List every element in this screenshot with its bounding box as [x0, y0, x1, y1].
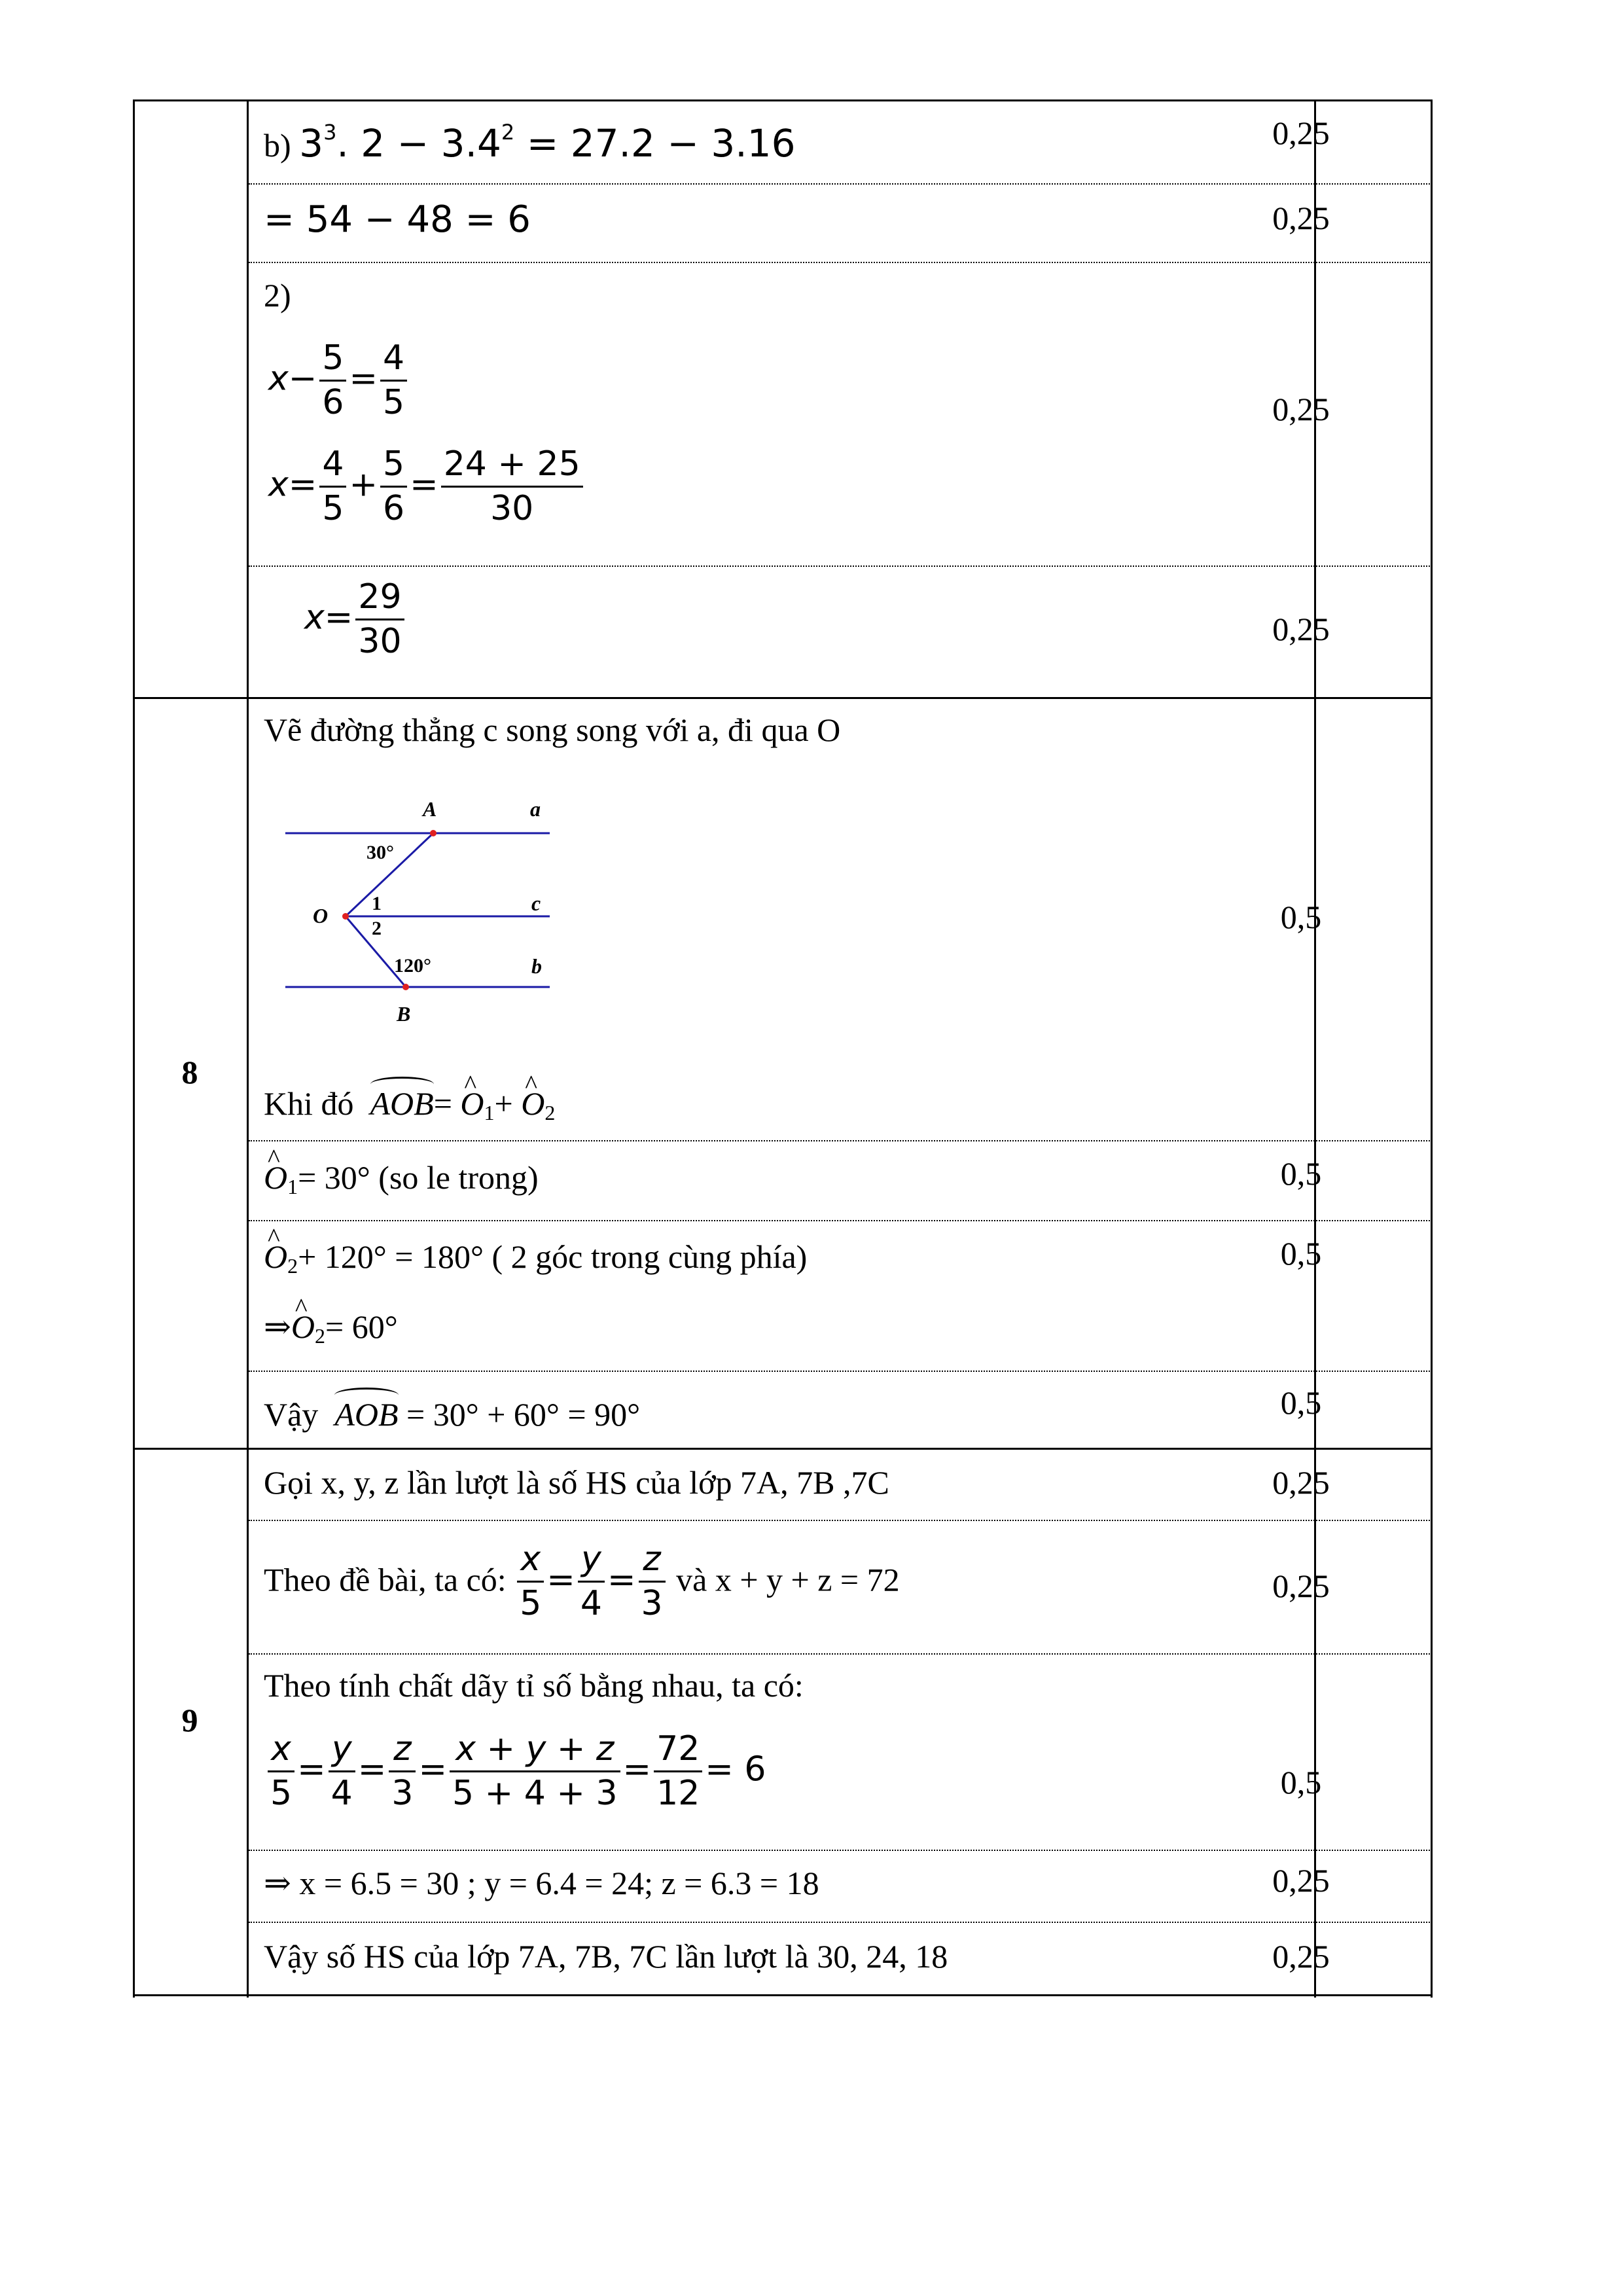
angle-O2: [521, 1087, 555, 1123]
table-top-border: [133, 99, 1433, 101]
section-8-row2-score: 0,5: [1280, 1155, 1322, 1192]
section-8-row1-score: 0,5: [1280, 899, 1322, 935]
o2-sub: 2: [544, 1101, 556, 1124]
parallel-lines-figure: [275, 782, 563, 1037]
eq3-equals: =: [324, 598, 353, 637]
row-c-expression: = 54 − 48 = 6: [264, 198, 531, 241]
section-9-row1: Gọi x, y, z lần lượt là số HS của lớp 7A, 7B ,7C: [264, 1464, 889, 1501]
row-divider: [249, 262, 1432, 263]
table-right-border: [1431, 99, 1433, 1998]
num-72: 72: [654, 1728, 702, 1772]
khi-do-label: Khi đó: [264, 1085, 354, 1122]
eq2-equals-2: =: [410, 465, 438, 505]
eq3-d: 30: [358, 622, 402, 661]
eq2-n2: 5: [380, 443, 407, 488]
row-b-score: 0,25: [1272, 115, 1330, 151]
den-5: 5: [270, 1774, 293, 1813]
section-8-row2: [264, 1161, 539, 1197]
row-c-score: 0,25: [1272, 200, 1330, 236]
num-z: z: [389, 1728, 416, 1772]
sum-numerator: x + y + z: [450, 1728, 620, 1772]
frac-sum: [450, 1728, 620, 1815]
table-col-divider-2: [1314, 99, 1316, 1998]
num-y: y: [578, 1538, 605, 1583]
den-5: 5: [520, 1584, 542, 1623]
label-O: O: [313, 904, 329, 927]
den-3: 3: [391, 1774, 414, 1813]
num-z: z: [639, 1538, 666, 1583]
eq1-fraction-1: [319, 337, 346, 424]
eq2-equals: =: [288, 465, 317, 505]
row-divider: [249, 1220, 1432, 1221]
row-divider: [249, 1140, 1432, 1141]
row-b-exponent-1: 3: [323, 120, 337, 145]
section-divider-8: [133, 697, 1433, 699]
eq1-n2: 4: [380, 337, 407, 382]
row-b-rest: = 27.2 − 3.16: [514, 121, 796, 166]
eq1-d2: 5: [383, 383, 405, 422]
eq2-fraction-2: [380, 443, 407, 530]
angle-120: 120°: [394, 955, 431, 977]
row-b-expression: [264, 120, 796, 166]
implies-arrow: ⇒: [264, 1308, 291, 1345]
o1-sub: 1: [287, 1175, 298, 1198]
label-B: B: [397, 1002, 411, 1026]
row2-tail: và x + y + z = 72: [676, 1561, 900, 1598]
o1-letter: O: [264, 1159, 288, 1196]
part-2-label: 2): [264, 277, 291, 314]
frac-72-12: [654, 1728, 702, 1815]
equation-3-score: 0,25: [1272, 611, 1330, 647]
eq1-x: x: [268, 359, 289, 399]
label-A: A: [423, 797, 437, 821]
row-divider: [249, 1850, 1432, 1851]
angle-label-2: 2: [372, 918, 382, 939]
frac-y-4: [329, 1728, 355, 1815]
row2-lead: Theo đề bài, ta có:: [264, 1561, 507, 1598]
row-b-mid: . 2 − 3.4: [336, 121, 501, 166]
eq1-n1: 5: [319, 337, 346, 382]
o2-letter: O: [291, 1308, 315, 1345]
section-9-row4-score: 0,25: [1272, 1862, 1330, 1899]
num-x: x: [268, 1728, 294, 1772]
section-8-row3-score: 0,5: [1280, 1235, 1322, 1272]
row-divider: [249, 1371, 1432, 1372]
row-divider: [249, 183, 1432, 185]
section-9-row3-score: 0,5: [1280, 1764, 1322, 1801]
row-b-base: 3: [299, 121, 324, 166]
section-9-row5-score: 0,25: [1272, 1938, 1330, 1975]
eq1-d1: 6: [322, 383, 344, 422]
angle-O1: [264, 1161, 298, 1197]
row-divider: [249, 565, 1432, 567]
o2-sub: 2: [315, 1324, 326, 1348]
question-number-9: 9: [181, 1702, 198, 1738]
o2-sub: 2: [287, 1254, 298, 1278]
frac-y-4: [578, 1538, 605, 1625]
frac-x-5: [268, 1728, 294, 1815]
frac-z-3: [639, 1538, 666, 1625]
row-b-label: b): [264, 127, 291, 164]
section-8-row4: [264, 1394, 640, 1431]
row4-text: x = 6.5 = 30 ; y = 6.4 = 24; z = 6.3 = 18: [299, 1865, 819, 1901]
eq2-d3: 30: [490, 489, 534, 528]
point-B: [402, 984, 409, 990]
point-A: [430, 830, 437, 836]
eq1-equals: =: [349, 359, 378, 399]
eq2-d2: 6: [383, 489, 405, 528]
section-9-row2: Theo đề bài, ta có: $\frac{x}{5}$ = $\frac{y}{4}$ = $\frac{z}{3}$ và x + y + z = 72: [264, 1538, 900, 1625]
label-a: a: [530, 797, 541, 821]
section-8-intro: Vẽ đường thẳng c song song với a, đi qua O: [264, 711, 841, 748]
row-divider: [249, 1653, 1432, 1655]
question-number-8: 8: [181, 1054, 198, 1090]
row3-text: + 120° = 180° ( 2 góc trong cùng phía): [298, 1238, 808, 1275]
section-divider-9: [133, 1448, 1433, 1450]
num-x: x: [517, 1538, 544, 1583]
row3-text2: = 60°: [325, 1308, 398, 1345]
equation-1: [268, 337, 410, 424]
o2-letter: O: [521, 1085, 545, 1122]
khi-do-line: Khi đó AOB= ^ $O_1+$ ^ $O_2$: [264, 1083, 555, 1123]
eq1-fraction-2: [380, 337, 407, 424]
vay-label: Vậy: [264, 1396, 319, 1433]
section-9-row2-score: 0,25: [1272, 1568, 1330, 1604]
eq3-x: x: [304, 598, 325, 637]
equation-2: [268, 443, 586, 530]
den-4: 4: [330, 1774, 353, 1813]
row4-text: = 30° + 60° = 90°: [406, 1396, 641, 1433]
section-9-row4: [264, 1867, 819, 1899]
angle-O2: [264, 1240, 298, 1276]
point-O: [342, 913, 349, 920]
eq3-fraction: [355, 576, 404, 663]
eq2-fraction-1: [319, 443, 346, 530]
o1-sub: 1: [484, 1101, 495, 1124]
o2-letter: O: [264, 1238, 288, 1275]
table-bottom-border: [133, 1994, 1433, 1996]
angle-AOB: AOB: [370, 1083, 434, 1120]
section-9-row5: Vậy số HS của lớp 7A, 7B, 7C lần lượt là 30, 24, 18: [264, 1938, 948, 1975]
label-b: b: [531, 954, 542, 978]
table-col-divider-1: [247, 99, 249, 1998]
eq2-plus: +: [349, 465, 378, 505]
eq2-d1: 5: [322, 489, 344, 528]
den-12: 12: [656, 1774, 700, 1813]
section-9-row3: Theo tính chất dãy tỉ số bằng nhau, ta có:: [264, 1667, 804, 1704]
row2-text: = 30° (so le trong): [298, 1159, 539, 1196]
sum-denominator: 5 + 4 + 3: [452, 1774, 618, 1813]
section-8-row3-line1: [264, 1240, 807, 1276]
implies-arrow: ⇒: [264, 1865, 291, 1901]
label-c: c: [531, 891, 541, 915]
angle-O2: [291, 1310, 325, 1346]
angle-30: 30°: [366, 842, 394, 863]
eq2-x: x: [268, 465, 289, 505]
section-8-row3-line2: [264, 1310, 398, 1346]
frac-x-5: [517, 1538, 544, 1625]
eq2-n3: 24 + 25: [441, 443, 583, 488]
den-3: 3: [641, 1584, 663, 1623]
frac-z-3: [389, 1728, 416, 1815]
section-8-row4-score: 0,5: [1280, 1384, 1322, 1421]
den-4: 4: [580, 1584, 602, 1623]
eq1-minus: −: [288, 359, 317, 399]
o1-letter: O: [460, 1085, 484, 1122]
eq2-fraction-3: [441, 443, 583, 530]
eq2-n1: 4: [319, 443, 346, 488]
result-6: = 6: [705, 1749, 766, 1789]
row-b-exponent-2: 2: [501, 120, 515, 145]
angle-O1: [460, 1087, 494, 1123]
equation-3: [304, 576, 407, 663]
eq3-n: 29: [355, 576, 404, 620]
row-divider: [249, 1922, 1432, 1923]
section-9-row3-equation: $\frac{x}{5}$ = $\frac{y}{4}$ = $\frac{z}{3}$ = $\frac{x + y + z}{5 + 4 + 3}$ = $\frac{72}{12}$ = 6: [265, 1728, 766, 1815]
num-y: y: [329, 1728, 355, 1772]
row-divider: [249, 1520, 1432, 1521]
angle-label-1: 1: [372, 893, 382, 914]
angle-AOB: AOB: [334, 1394, 398, 1431]
section-9-row1-score: 0,25: [1272, 1464, 1330, 1501]
part-2-score: 0,25: [1272, 391, 1330, 427]
